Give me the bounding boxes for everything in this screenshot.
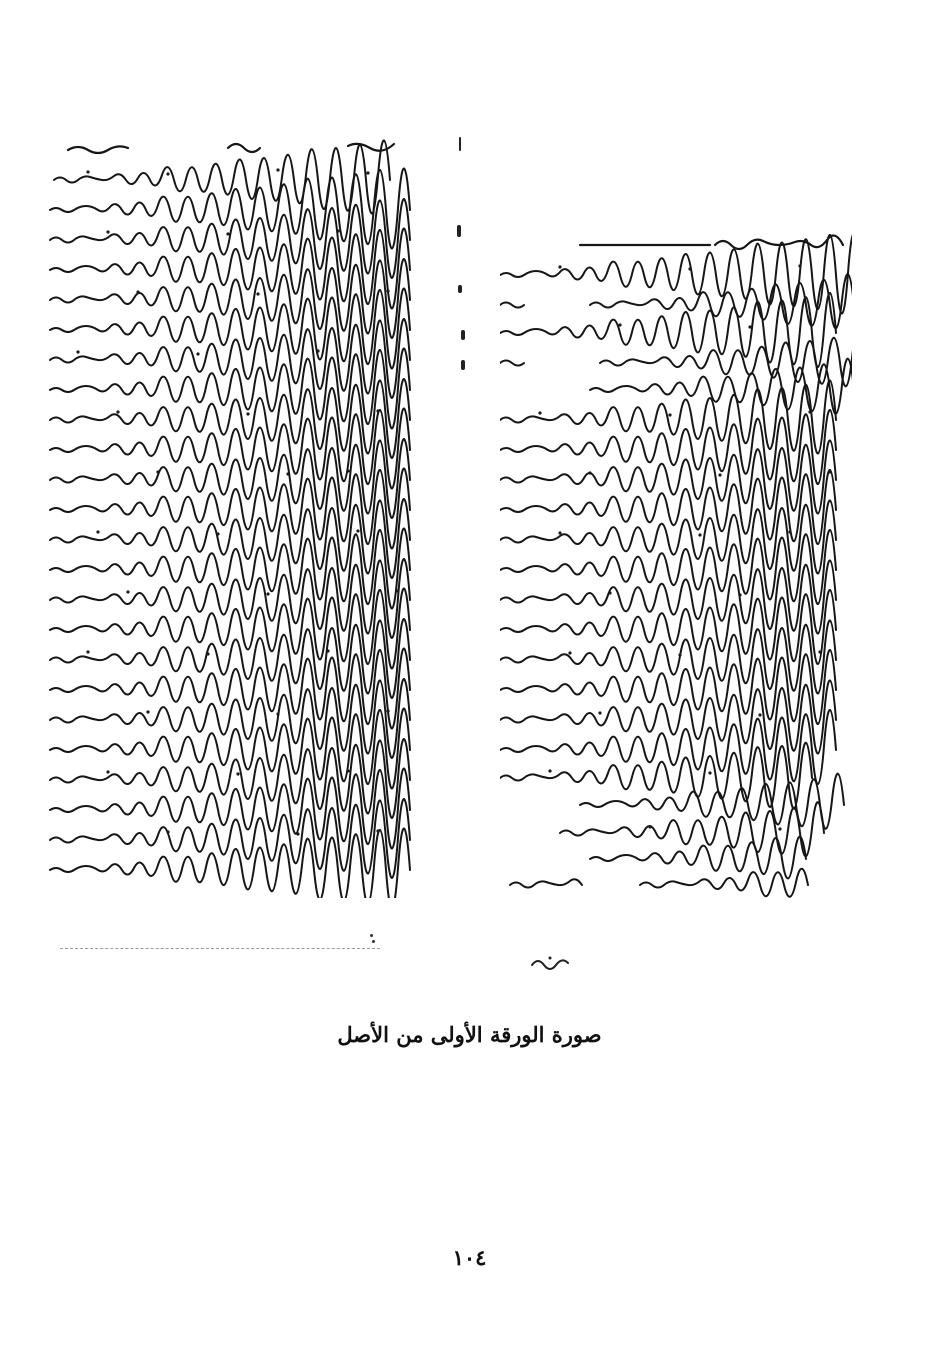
margin-mark: [459, 137, 461, 151]
closing-ornament: [530, 955, 570, 971]
figure-caption: صورة الورقة الأولى من الأصل: [337, 1022, 602, 1047]
margin-mark: [461, 360, 465, 370]
margin-mark: [458, 285, 462, 293]
scan-edge-rule: [60, 948, 380, 950]
manuscript-handwriting-right: [500, 225, 852, 915]
manuscript-leaf-right: [500, 225, 852, 915]
margin-mark: [461, 330, 465, 340]
manuscript-handwriting-left: [48, 128, 420, 898]
margin-mark: [457, 225, 461, 237]
ink-dot: [372, 940, 375, 943]
manuscript-leaf-left: [48, 128, 420, 898]
page-number: ١٠٤: [452, 1245, 487, 1270]
ink-dot: [370, 934, 373, 937]
